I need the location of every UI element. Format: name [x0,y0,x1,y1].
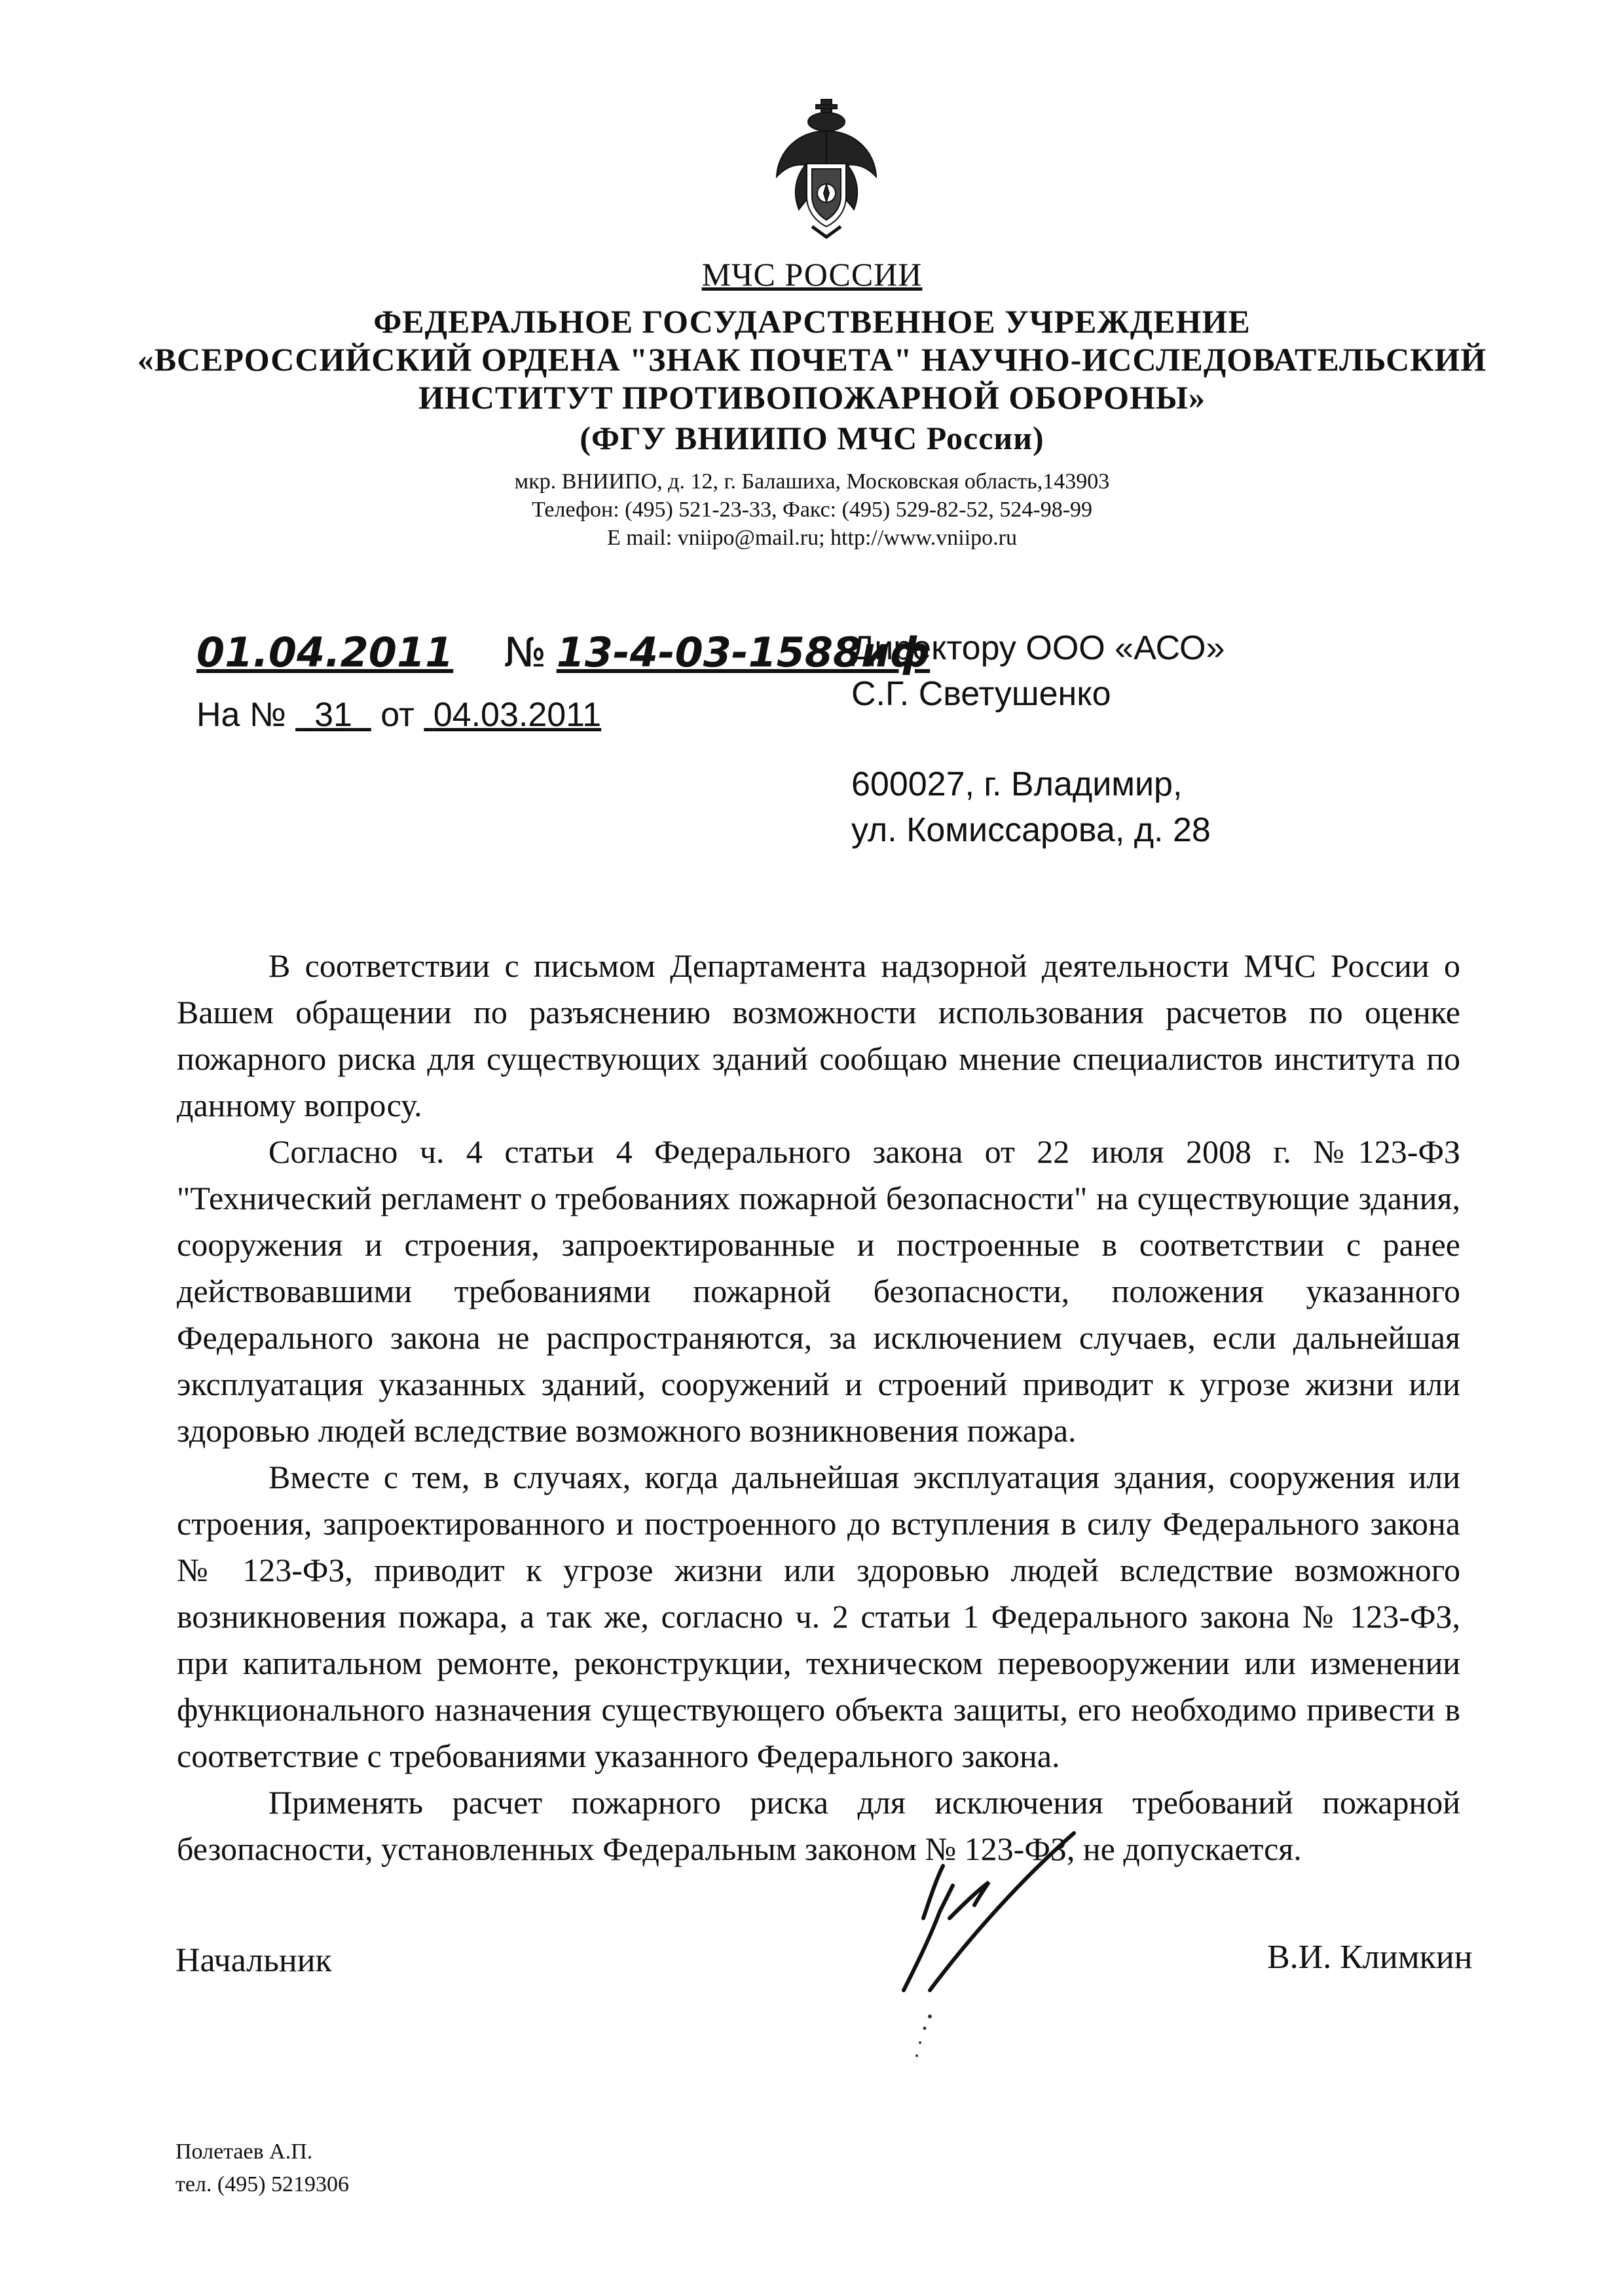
outgoing-date: 01.04.2011 [196,629,454,676]
outgoing-number-prefix: № [504,629,547,676]
ministry-name: МЧС РОССИИ [701,256,923,293]
reference-number: 31 [314,696,352,734]
executor-name: Полетаев А.П. [175,2140,313,2164]
org-short-name: (ФГУ ВНИИПО МЧС России) [580,420,1044,456]
org-name-line2: ИНСТИТУТ ПРОТИВОПОЖАРНОЙ ОБОРОНЫ» [418,379,1206,416]
reference-line [196,695,601,735]
org-name-line1: «ВСЕРОССИЙСКИЙ ОРДЕНА "ЗНАК ПОЧЕТА" НАУЧНО-ИССЛЕДОВАТЕЛЬСКИЙ [137,341,1487,378]
reference-prefix: На № [196,696,286,734]
mchs-emblem-icon [773,98,881,239]
addressee-name: С.Г. Светушенко [851,675,1111,713]
handwritten-signature [891,1820,1100,2069]
org-email: E mail: vniipo@mail.ru; http://www.vniipo.ru [607,526,1017,550]
reference-date: 04.03.2011 [433,696,602,734]
outgoing-number: 13-4-03-1588иф [556,629,931,676]
signatory-name: В.И. Климкин [1267,1939,1473,1976]
letter-body [177,943,1460,1872]
org-type: ФЕДЕРАЛЬНОЕ ГОСУДАРСТВЕННОЕ УЧРЕЖДЕНИЕ [373,303,1251,340]
outgoing-date-number [196,629,930,677]
body-paragraph-3: Вместе с тем, в случаях, когда дальнейшая эксплуатация здания, сооружения или строения, запроектированного и построенного до вступления в силу Федерального закона № 123-ФЗ, приводит к угрозе жизни или здоровью людей вследствие возможного возникновения пожара, а так же, согласно ч. 2 статьи 1 Федерального закона № 123-ФЗ, при капитальном ремонте, реконструкции, техническом перевооружении или изменении функционального назначения существующего объекта защиты, его необходимо привести в соответствие с требованиями указанного Федерального закона. [177,1459,1460,1774]
body-paragraph-1: В соответствии с письмом Департамента надзорной деятельности МЧС России о Вашем обращении по разъяснению возможности использования расчетов по оценке пожарного риска для существующих зданий сообщаю мнение специалистов института по данному вопросу. [177,947,1460,1123]
signatory-title: Начальник [175,1942,332,1979]
executor-phone: тел. (495) 5219306 [175,2172,350,2196]
addressee-city: 600027, г. Владимир, [851,765,1183,803]
body-paragraph-4: Применять расчет пожарного риска для исключения требований пожарной безопасности, установленных Федеральным законом № 123-ФЗ, не допускается. [177,1784,1460,1867]
org-phones: Телефон: (495) 521-23-33, Факс: (495) 529-82-52, 524-98-99 [531,498,1093,522]
body-paragraph-2: Согласно ч. 4 статьи 4 Федерального закона от 22 июля 2008 г. №123-ФЗ "Технический регламент о требованиях пожарной безопасности" на существующие здания, сооружения и строения, запроектированные и построенные в соответствии с ранее действовавшими требованиями пожарной безопасности, положения указанного Федерального закона не распространяются, за исключением случаев, если дальнейшая эксплуатация указанных зданий, сооружений и строений приводит к угрозе жизни или здоровью людей вследствие возможного возникновения пожара. [177,1133,1460,1449]
reference-from-label: от [380,696,415,734]
addressee-position: Директору ООО «АСО» [851,629,1225,667]
addressee-street: ул. Комиссарова, д. 28 [851,811,1211,849]
org-address: мкр. ВНИИПО, д. 12, г. Балашиха, Московская область,143903 [514,469,1110,494]
